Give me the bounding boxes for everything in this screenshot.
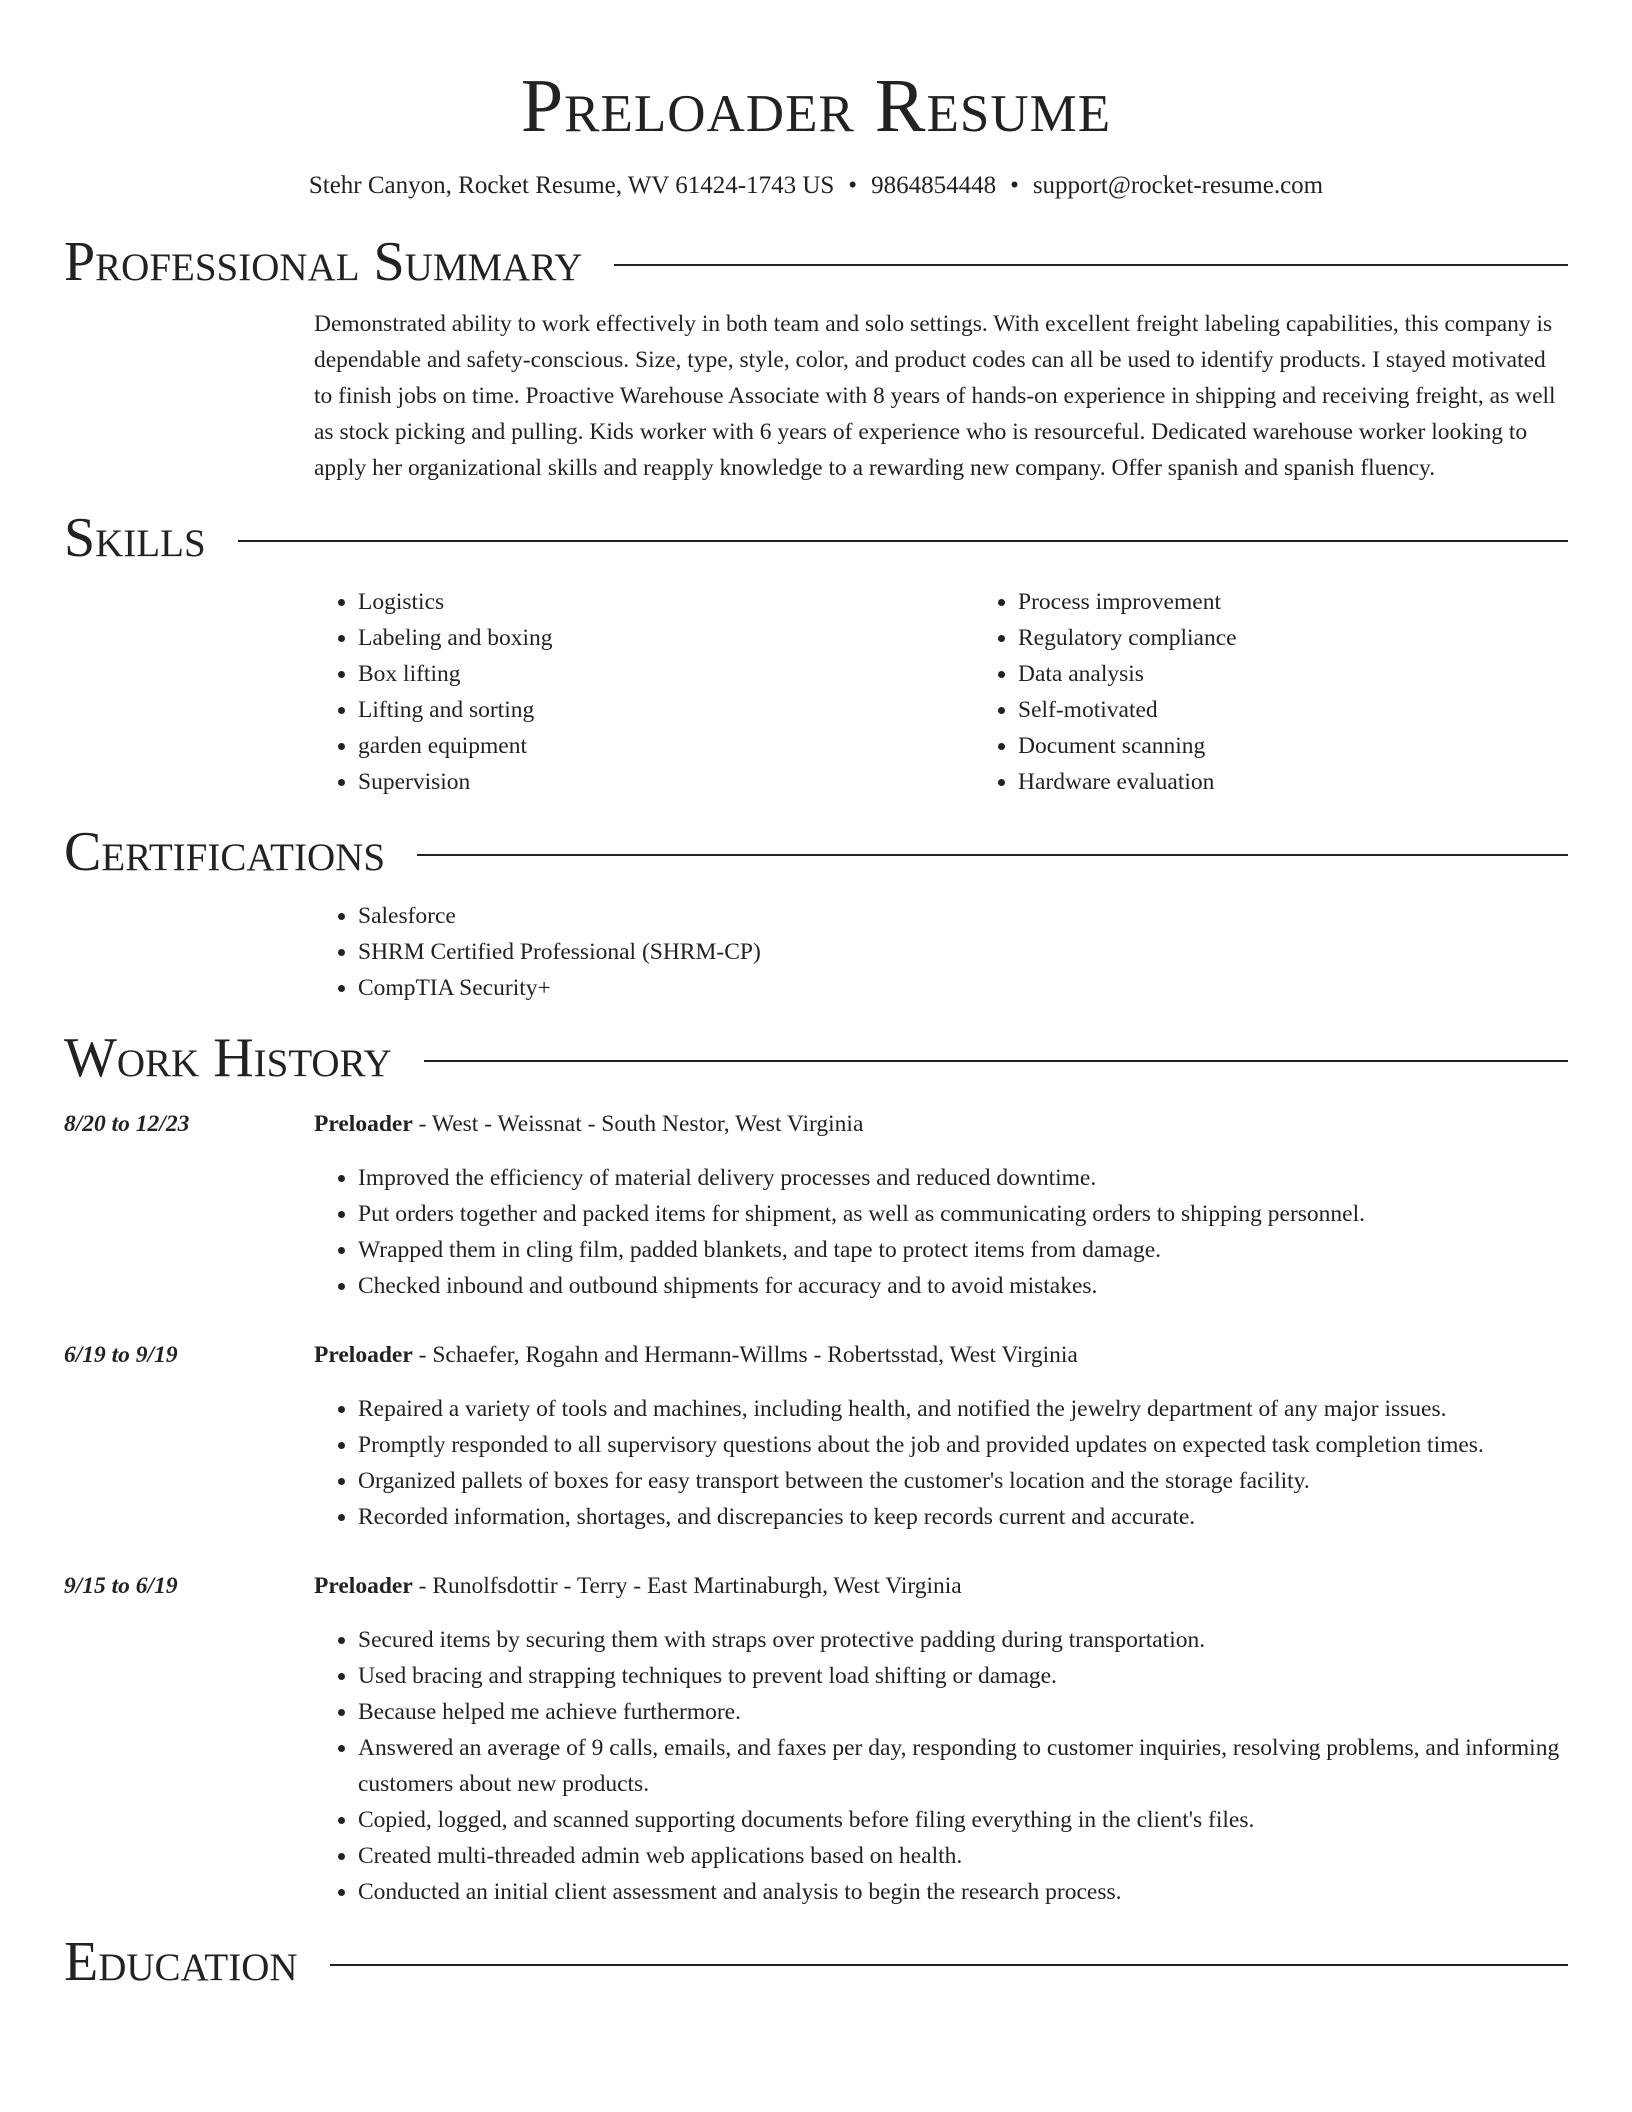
job-entry [64, 1337, 1568, 1535]
job-bullet: • Recorded information, shortages, and discrepancies to keep records current and accurate. [358, 1499, 1568, 1535]
skills-column-right [974, 584, 1632, 800]
job-bullets [314, 1160, 1568, 1304]
certifications-section [64, 816, 1568, 1006]
job-dates: 6/19 to 9/19 [64, 1342, 178, 1368]
summary-title: Professional Summary [64, 231, 583, 293]
job-entry [64, 1106, 1568, 1304]
skill-item: • Document scanning [1018, 728, 1632, 764]
summary-heading [64, 226, 1568, 298]
summary-body [314, 306, 1568, 486]
section-divider [417, 854, 1568, 856]
skills-heading [64, 502, 1568, 574]
skills-column-left [314, 584, 974, 800]
job-bullet: • Answered an average of 9 calls, emails, and faxes per day, responding to customer inquiries, resolving problems, and informing customers about new products. [358, 1730, 1568, 1802]
job-heading [314, 1568, 1568, 1604]
certifications-heading [64, 816, 1568, 888]
certification-item: • Salesforce [358, 898, 1568, 934]
job-title: Preloader [314, 1111, 413, 1137]
contact-line [64, 170, 1568, 202]
job-title: Preloader [314, 1573, 413, 1599]
education-section [64, 1926, 1568, 1998]
contact-separator: • [848, 172, 858, 199]
certification-item: • CompTIA Security+ [358, 970, 1568, 1006]
job-title: Preloader [314, 1342, 413, 1368]
work-history-title: Work History [64, 1027, 392, 1089]
job-entry [64, 1568, 1568, 1910]
summary-text: Demonstrated ability to work effectively in both team and solo settings. With excellent freight labeling capabilities, this company is dependable and safety-conscious. Size, type, style, color, and product codes can all be used to identify products. I stayed motivated to finish jobs on time. Proactive Warehouse Associate with 8 years of hands-on experience in shipping and receiving freight, as well as stock picking and pulling. Kids worker with 6 years of experience who is resourceful. Dedicated warehouse worker looking to apply her organizational skills and reapply knowledge to a rewarding new company. Offer spanish and spanish fluency. [314, 311, 1556, 481]
job-bullet: • Improved the efficiency of material delivery processes and reduced downtime. [358, 1160, 1568, 1196]
contact-email: support@rocket-resume.com [1032, 172, 1324, 199]
skill-item: • Regulatory compliance [1018, 620, 1632, 656]
job-bullet: • Put orders together and packed items for shipment, as well as communicating orders to shipping personnel. [358, 1196, 1568, 1232]
contact-phone: 9864854448 [871, 172, 997, 199]
job-bullet: • Because helped me achieve furthermore. [358, 1694, 1568, 1730]
skill-item: • Box lifting [358, 656, 974, 692]
certifications-title: Certifications [64, 821, 386, 883]
skill-item: • Logistics [358, 584, 974, 620]
job-bullet: • Promptly responded to all supervisory questions about the job and provided updates on expected task completion times. [358, 1427, 1568, 1463]
skills-title: Skills [64, 507, 206, 569]
job-bullet: • Used bracing and strapping techniques to prevent load shifting or damage. [358, 1658, 1568, 1694]
section-divider [330, 1964, 1568, 1966]
job-employer: - Runolfsdottir - Terry - East Martinaburgh, West Virginia [412, 1573, 962, 1599]
certifications-list [314, 898, 1568, 1006]
job-bullet: • Repaired a variety of tools and machines, including health, and notified the jewelry department of any major issues. [358, 1391, 1568, 1427]
job-dates: 9/15 to 6/19 [64, 1573, 178, 1599]
skill-item: • Supervision [358, 764, 974, 800]
education-heading [64, 1926, 1568, 1998]
job-bullet: • Created multi-threaded admin web applications based on health. [358, 1838, 1568, 1874]
section-divider [238, 540, 1568, 542]
skills-list [314, 584, 1568, 800]
contact-separator: • [1010, 172, 1019, 199]
job-bullets [314, 1622, 1568, 1910]
summary-section [64, 226, 1568, 486]
job-bullet: • Secured items by securing them with straps over protective padding during transportation. [358, 1622, 1568, 1658]
skill-item: • Lifting and sorting [358, 692, 974, 728]
job-bullet: • Copied, logged, and scanned supporting documents before filing everything in the client's files. [358, 1802, 1568, 1838]
job-bullets [314, 1391, 1568, 1535]
job-bullet: • Organized pallets of boxes for easy transport between the customer's location and the storage facility. [358, 1463, 1568, 1499]
job-bullet: • Conducted an initial client assessment and analysis to begin the research process. [358, 1874, 1568, 1910]
education-title: Education [64, 1931, 298, 1993]
job-bullet: • Wrapped them in cling film, padded blankets, and tape to protect items from damage. [358, 1232, 1568, 1268]
skill-item: • Data analysis [1018, 656, 1632, 692]
skill-item: • Process improvement [1018, 584, 1632, 620]
certification-item: • SHRM Certified Professional (SHRM-CP) [358, 934, 1568, 970]
skill-item: • Labeling and boxing [358, 620, 974, 656]
resume-name: Preloader Resume [520, 64, 1112, 148]
job-heading [314, 1337, 1568, 1373]
skill-item: • Self-motivated [1018, 692, 1632, 728]
skill-item: • garden equipment [358, 728, 974, 764]
job-employer: - West - Weissnat - South Nestor, West Virginia [412, 1111, 864, 1137]
section-divider [614, 264, 1568, 266]
contact-address: Stehr Canyon, Rocket Resume, WV 61424-1743 US [308, 172, 835, 199]
job-heading [314, 1106, 1568, 1142]
work-history-heading [64, 1022, 1568, 1094]
job-employer: - Schaefer, Rogahn and Hermann-Willms - Robertsstad, West Virginia [412, 1342, 1078, 1368]
job-bullet: • Checked inbound and outbound shipments for accuracy and to avoid mistakes. [358, 1268, 1568, 1304]
work-history-section [64, 1022, 1568, 1910]
section-divider [424, 1060, 1568, 1062]
job-dates: 8/20 to 12/23 [64, 1111, 190, 1137]
skill-item: • Hardware evaluation [1018, 764, 1632, 800]
skills-section [64, 502, 1568, 800]
